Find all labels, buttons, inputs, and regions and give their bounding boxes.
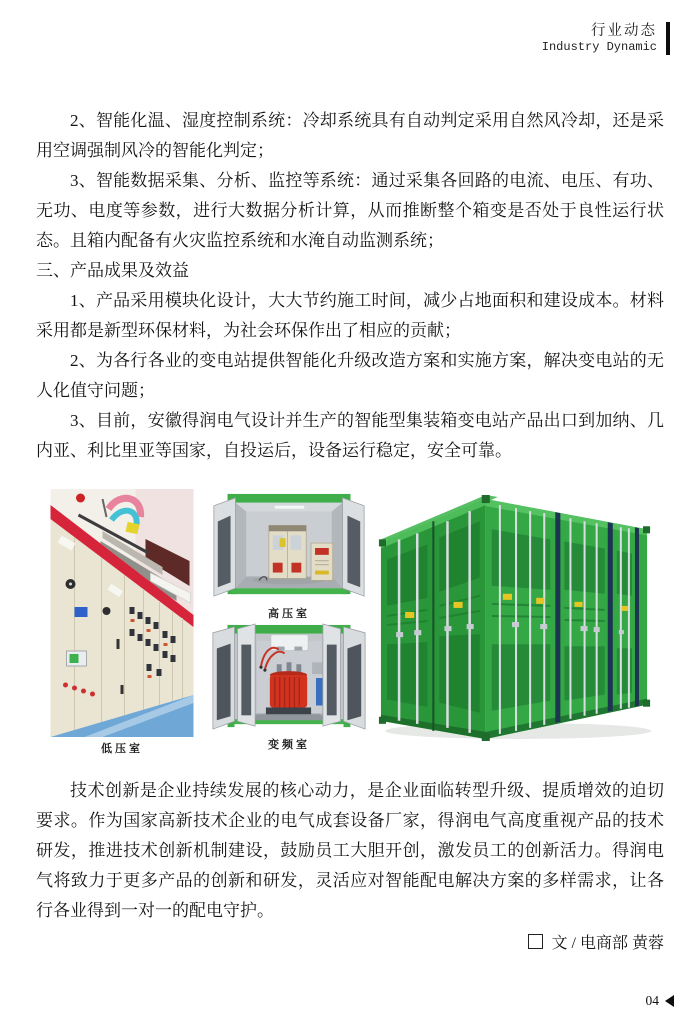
paragraph-benefit-3: 3、目前，安徽得润电气设计并生产的智能型集装箱变电站产品出口到加纳、几内亚、利比里亚等国家，自投运后，设备运行稳定，安全可靠。 (36, 411, 664, 460)
author-square-icon (528, 934, 543, 949)
header-titles (542, 22, 657, 55)
article-body (36, 106, 664, 466)
paragraph-benefit-2: 2、为各行各业的变电站提供智能化升级改造方案和实施方案，解决变电站的无人化值守问题； (36, 351, 664, 400)
figure-middle-column (208, 492, 370, 754)
author-line (36, 929, 664, 959)
section-title-en: Industry Dynamic (541, 40, 657, 55)
container-substation-photo (376, 493, 652, 745)
figure-frequency-room (208, 623, 370, 752)
figure-group (36, 487, 664, 772)
page-number: 04 (645, 993, 659, 1008)
low-voltage-room-photo (50, 489, 194, 737)
page-marker-triangle-icon (665, 995, 674, 1007)
closing-paragraph: 技术创新是企业持续发展的核心动力，是企业面临转型升级、提质增效的迫切要求。作为国家高新技术企业的电气成套设备厂家，得润电气高度重视产品的技术研发，推进技术创新机制建设，鼓励员工大胆开创，激发员工的创新活力。得润电气将致力于更多产品的创新和研发，灵活应对智能配电解决方案的多样需求，让各行各业得到一对一的配电守护。 (36, 781, 664, 920)
closing-block (36, 776, 664, 959)
paragraph-temp-control: 2、智能化温、湿度控制系统：冷却系统具有自动判定采用自然风冷却，还是采用空调强制风冷的智能化判定； (36, 111, 664, 160)
author-credit: 文 / 电商部 黄蓉 (551, 935, 664, 952)
caption-high-voltage: 高压室 (268, 608, 310, 620)
caption-low-voltage: 低压室 (101, 743, 143, 755)
paragraph-benefit-1: 1、产品采用模块化设计，大大节约施工时间，减少占地面积和建设成本。材料采用都是新型环保材料，为社会环保作出了相应的贡献； (36, 291, 664, 340)
figure-container-substation (376, 493, 654, 745)
figure-low-voltage-room (50, 489, 194, 756)
section-heading: 三、产品成果及效益 (36, 261, 189, 280)
caption-frequency: 变频室 (268, 739, 310, 751)
paragraph-data-collection: 3、智能数据采集、分析、监控等系统：通过采集各回路的电流、电压、有功、无功、电度等参数，进行大数据分析计算，从而推断整个箱变是否处于良性运行状态。且箱内配备有火灾监控系统和水淹自动监测系统； (36, 171, 664, 250)
high-voltage-room-photo (208, 492, 370, 602)
frequency-room-photo (208, 623, 370, 733)
figure-high-voltage-room (208, 492, 370, 621)
section-title-cn: 行业动态 (591, 23, 657, 39)
page-header (542, 22, 670, 55)
page-footer (646, 993, 675, 1009)
header-rule-bar (666, 22, 670, 55)
